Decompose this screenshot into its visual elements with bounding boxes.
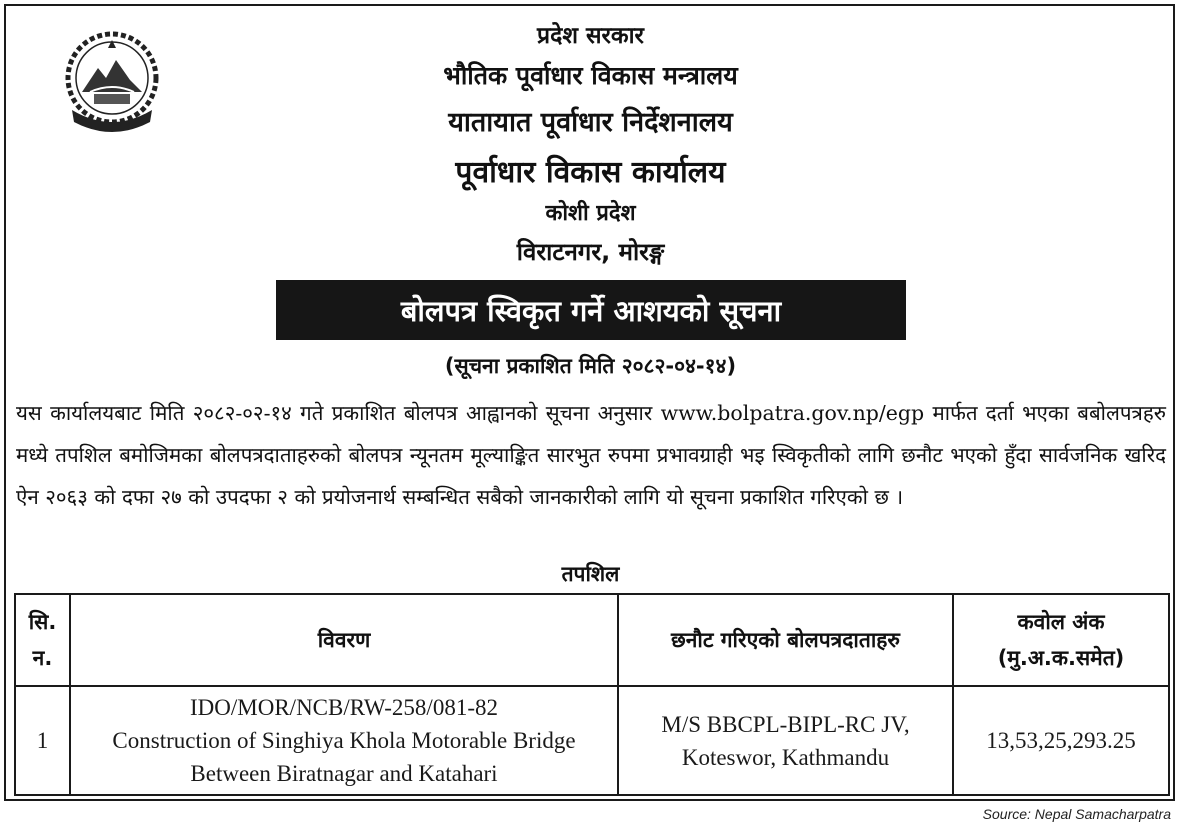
header-line-province: कोशी प्रदेश (545, 201, 636, 226)
header-line-directorate: यातायात पूर्वाधार निर्देशनालय (448, 107, 733, 138)
description-line-title: Construction of Singhiya Khola Motorable Bridge (112, 728, 576, 753)
notice-title-banner: बोलपत्र स्विकृत गर्ने आशयको सूचना (276, 280, 906, 340)
header-amount-line2: (मु.अ.क.समेत) (997, 646, 1125, 670)
header-description: विवरण (70, 594, 618, 686)
bidder-line-name: M/S BBCPL-BIPL-RC JV, (661, 711, 910, 737)
publish-date: (सूचना प्रकाशित मिति २०८२-०४-१४) (444, 354, 737, 378)
header-selected-bidder: छनौट गरिएको बोलपत्रदाताहरु (618, 594, 953, 686)
header-serial-line1: सि. (28, 610, 57, 634)
source-credit: Source: Nepal Samacharpatra (982, 806, 1171, 822)
description-line-ref: IDO/MOR/NCB/RW-258/081-82 (190, 695, 498, 720)
table-heading: तपशिल (561, 562, 620, 586)
header-serial-number (15, 594, 70, 686)
header-line-province-government: प्रदेश सरकार (537, 23, 644, 49)
table-row (15, 686, 1169, 795)
header-line-office: पूर्वाधार विकास कार्यालय (455, 155, 726, 190)
header-line-ministry: भौतिक पूर्वाधार विकास मन्त्रालय (443, 61, 738, 90)
row-bidder (618, 686, 953, 795)
row-serial-number: 1 (15, 686, 70, 795)
header-serial-line2: न. (32, 646, 53, 670)
tender-table (14, 593, 1170, 796)
header-line-location: विराटनगर, मोरङ्ग (516, 238, 665, 266)
header-amount-line1: कवोल अंक (1017, 610, 1105, 634)
row-description (70, 686, 618, 795)
table-header-row (15, 594, 1169, 686)
header-bid-amount (953, 594, 1169, 686)
bidder-line-address: Koteswor, Kathmandu (681, 744, 890, 770)
notice-body-text: यस कार्यालयबाट मिति २०८२-०२-१४ गते प्रकाशित बोलपत्र आह्वानको सूचना अनुसार www.bolpatra.gov.np/egp मार्फत दर्ता भएका बबोलपत्रहरु मध्ये तपशिल बमोजिमका बोलपत्रदाताहरुको बोलपत्र न्यूनतम मूल्याङ्कित सारभुत रुपमा प्रभावग्राही भइ स्विकृतीको लागि छनौट भएको हुँदा सार्वजनिक खरिद ऐन २०६३ को दफा २७ को उपदफा २ को प्रयोजनार्थ सम्बन्धित सबैको जानकारीको लागि यो सूचना प्रकाशित गरिएको छ । (16, 401, 1166, 509)
description-line-route: Between Biratnagar and Katahari (190, 761, 498, 786)
row-bid-amount: 13,53,25,293.25 (953, 686, 1169, 795)
